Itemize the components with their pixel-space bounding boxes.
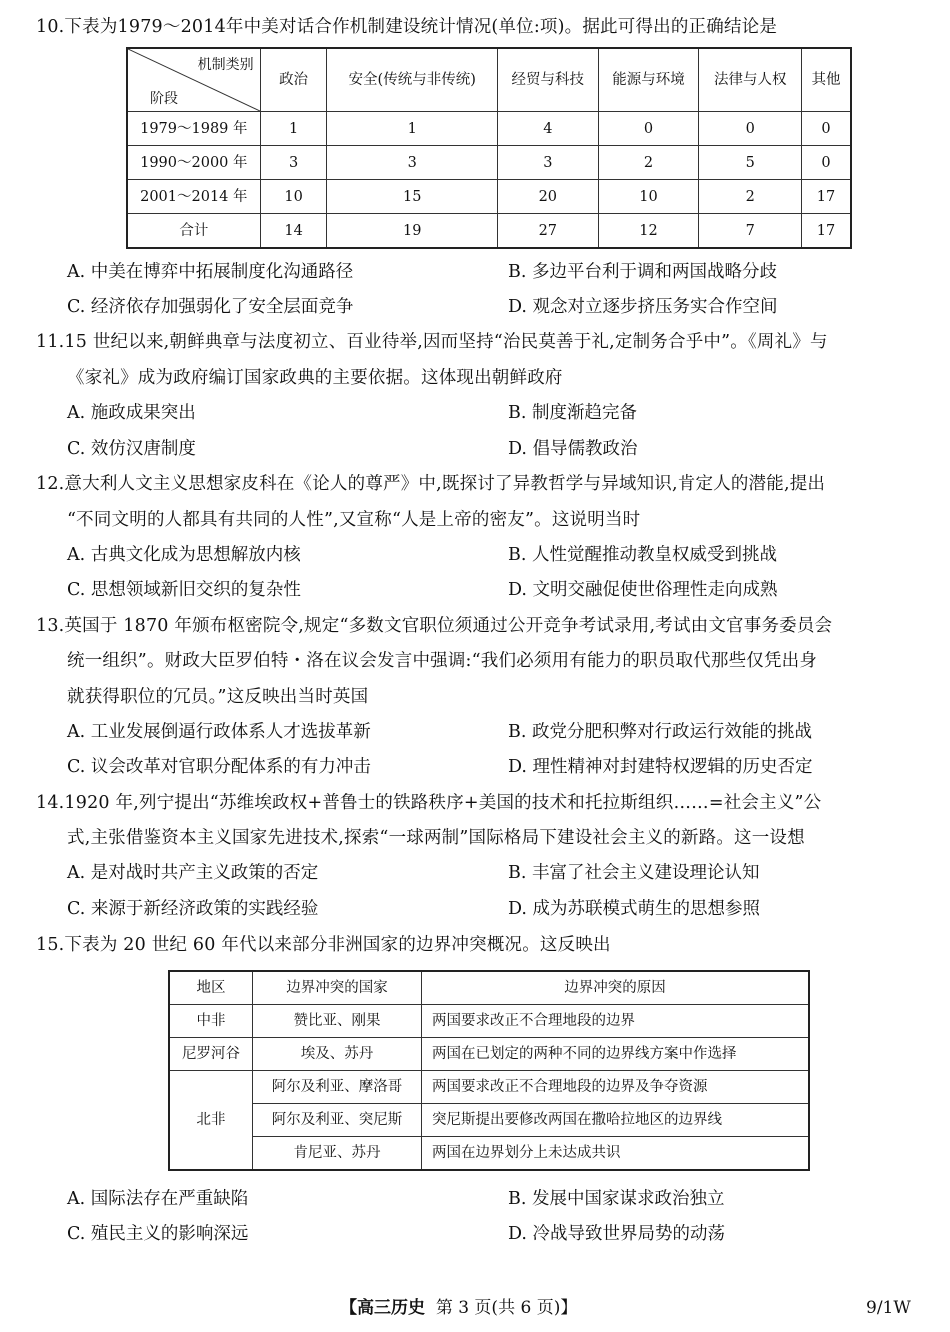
row-label: 1979～1989 年 [127,112,260,146]
q10-stem: 10.下表为1979～2014年中美对话合作机制建设统计情况(单位:项)。据此可得出的正确结论是 [36,17,778,37]
table-header-row [169,971,809,1005]
q12-option-a[interactable]: A. 古典文化成为思想解放内核 [67,545,301,565]
col-header: 边界冲突的原因 [422,971,810,1005]
table-cell: 0 [598,112,699,146]
col-header: 能源与环境 [598,48,699,112]
table-cell: 10 [260,180,327,214]
reason-cell: 两国在已划定的两种不同的边界线方案中作选择 [422,1038,810,1071]
col-header: 经贸与科技 [497,48,598,112]
table-row [169,1005,809,1038]
table-cell: 17 [802,180,851,214]
q13-option-c[interactable]: C. 议会改革对官职分配体系的有力冲击 [67,757,371,777]
table-row [127,180,851,214]
table-cell: 1 [327,112,497,146]
reason-cell: 两国要求改正不合理地段的边界 [422,1005,810,1038]
table-cell: 15 [327,180,497,214]
row-label: 2001～2014 年 [127,180,260,214]
q15-option-c[interactable]: C. 殖民主义的影响深远 [67,1224,249,1244]
q15-table [168,970,810,1171]
q13-option-b[interactable]: B. 政党分肥积弊对行政运行效能的挑战 [508,722,812,742]
table-row-total [127,214,851,249]
region-cell: 中非 [169,1005,253,1038]
footer-title [340,1296,577,1320]
region-cell: 北非 [169,1071,253,1171]
countries-cell: 埃及、苏丹 [253,1038,422,1071]
q11-option-a[interactable]: A. 施政成果突出 [67,403,196,423]
q13-stem-line2: 统一组织”。财政大臣罗伯特・洛在议会发言中强调:“我们必须用有能力的职员取代那些仅凭出身 [67,651,818,671]
footer-page: 第 3 页(共 6 页)】 [435,1298,578,1318]
q12-option-b[interactable]: B. 人性觉醒推动教皇权威受到挑战 [508,545,777,565]
reason-cell: 突尼斯提出要修改两国在撒哈拉地区的边界线 [422,1104,810,1137]
table-cell: 10 [598,180,699,214]
corner-top-label: 机制类别 [197,57,254,73]
footer-subject: 【高三历史 [340,1298,425,1318]
table-cell: 3 [260,146,327,180]
col-header: 其他 [802,48,851,112]
table-cell: 0 [699,112,802,146]
countries-cell: 阿尔及利亚、摩洛哥 [253,1071,422,1104]
region-cell: 尼罗河谷 [169,1038,253,1071]
col-header: 安全(传统与非传统) [327,48,497,112]
q14-option-a[interactable]: A. 是对战时共产主义政策的否定 [67,863,319,883]
q13-option-d[interactable]: D. 理性精神对封建特权逻辑的历史否定 [508,757,813,777]
q10-option-b[interactable]: B. 多边平台利于调和两国战略分歧 [508,262,777,282]
table-row [127,146,851,180]
table-cell: 0 [802,146,851,180]
table-cell: 5 [699,146,802,180]
q14-option-b[interactable]: B. 丰富了社会主义建设理论认知 [508,863,760,883]
q14-option-d[interactable]: D. 成为苏联模式萌生的思想参照 [508,899,761,919]
table-cell: 3 [497,146,598,180]
table-row [169,1038,809,1071]
q15-option-d[interactable]: D. 冷战导致世界局势的动荡 [508,1224,726,1244]
table-cell: 17 [802,214,851,249]
q14-option-c[interactable]: C. 来源于新经济政策的实践经验 [67,899,319,919]
col-header: 地区 [169,971,253,1005]
q12-stem-line2: “不同文明的人都具有共同的人性”,又宣称“人是上帝的密友”。这说明当时 [67,510,641,530]
table-corner-cell [127,48,260,112]
q11-option-b[interactable]: B. 制度渐趋完备 [508,403,637,423]
q14-stem-line2: 式,主张借鉴资本主义国家先进技术,探索“一球两制”国际格局下建设社会主义的新路。这一设想 [67,828,805,848]
q11-option-c[interactable]: C. 效仿汉唐制度 [67,439,196,459]
q10-option-a[interactable]: A. 中美在博弈中拓展制度化沟通路径 [67,262,354,282]
q10-option-c[interactable]: C. 经济依存加强弱化了安全层面竞争 [67,297,354,317]
q13-stem-line1: 13.英国于 1870 年颁布枢密院令,规定“多数文官职位须通过公开竞争考试录用,考试由文官事务委员会 [36,616,833,636]
q10-option-d[interactable]: D. 观念对立逐步挤压务实合作空间 [508,297,778,317]
table-cell: 12 [598,214,699,249]
countries-cell: 肯尼亚、苏丹 [253,1137,422,1171]
corner-bottom-label: 阶段 [150,91,178,107]
col-header: 边界冲突的国家 [253,971,422,1005]
table-cell: 2 [598,146,699,180]
col-header: 法律与人权 [699,48,802,112]
q15-option-b[interactable]: B. 发展中国家谋求政治独立 [508,1189,725,1209]
table-cell: 7 [699,214,802,249]
reason-cell: 两国要求改正不合理地段的边界及争夺资源 [422,1071,810,1104]
q14-stem-line1: 14.1920 年,列宁提出“苏维埃政权+普鲁士的铁路秩序+美国的技术和托拉斯组织……=社会主义”公 [36,793,822,813]
table-row [127,112,851,146]
table-row [169,1137,809,1171]
q12-stem-line1: 12.意大利人文主义思想家皮科在《论人的尊严》中,既探讨了异教哲学与异域知识,肯定人的潜能,提出 [36,474,826,494]
footer-code: 9/1W [866,1298,911,1318]
q11-stem-line1: 11.15 世纪以来,朝鲜典章与法度初立、百业待举,因而坚持“治民莫善于礼,定制务合乎中”。《周礼》与 [36,332,828,352]
q12-option-c[interactable]: C. 思想领域新旧交织的复杂性 [67,580,301,600]
q12-option-d[interactable]: D. 文明交融促使世俗理性走向成熟 [508,580,778,600]
table-cell: 19 [327,214,497,249]
q13-stem-line3: 就获得职位的冗员。”这反映出当时英国 [67,687,369,707]
countries-cell: 赞比亚、刚果 [253,1005,422,1038]
countries-cell: 阿尔及利亚、突尼斯 [253,1104,422,1137]
row-label: 1990～2000 年 [127,146,260,180]
table-cell: 2 [699,180,802,214]
row-label: 合计 [127,214,260,249]
reason-cell: 两国在边界划分上未达成共识 [422,1137,810,1171]
table-cell: 27 [497,214,598,249]
table-row [169,1071,809,1104]
q15-stem: 15.下表为 20 世纪 60 年代以来部分非洲国家的边界冲突概况。这反映出 [36,935,611,955]
table-row [169,1104,809,1137]
q10-table [126,47,852,249]
table-cell: 3 [327,146,497,180]
table-cell: 20 [497,180,598,214]
q15-option-a[interactable]: A. 国际法存在严重缺陷 [67,1189,249,1209]
q11-stem-line2: 《家礼》成为政府编订国家政典的主要依据。这体现出朝鲜政府 [67,368,563,388]
table-cell: 1 [260,112,327,146]
q11-option-d[interactable]: D. 倡导儒教政治 [508,439,638,459]
table-cell: 0 [802,112,851,146]
table-cell: 4 [497,112,598,146]
q13-option-a[interactable]: A. 工业发展倒逼行政体系人才选拔革新 [67,722,371,742]
col-header: 政治 [260,48,327,112]
table-cell: 14 [260,214,327,249]
